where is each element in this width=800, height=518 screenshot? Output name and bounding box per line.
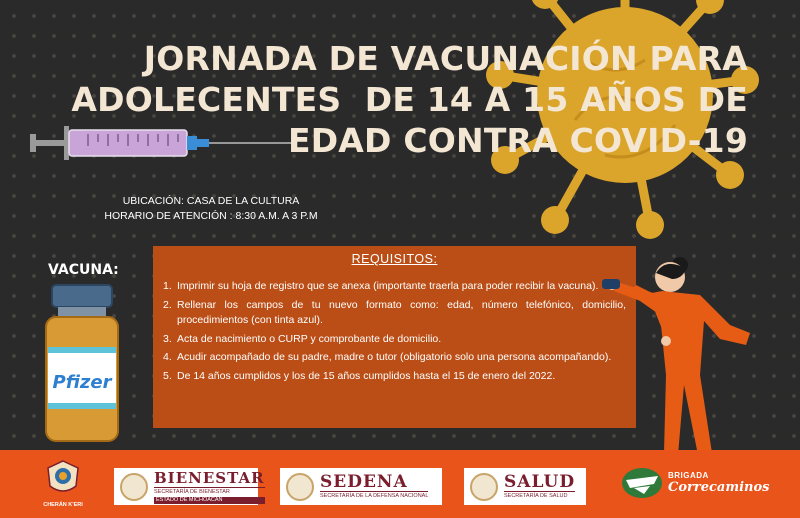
schedule-text: HORARIO DE ATENCIÓN : 8:30 A.M. A 3 P.M [104,210,318,222]
bienestar-logo [114,468,265,505]
bienestar-main: BIENESTAR [154,468,265,487]
list-item: 5. De 14 años cumplidos y los de 15 años cumplidos hasta el 15 de enero del 2022. [163,369,556,382]
requirements-list [163,279,626,384]
cheran-seal-icon [46,460,80,496]
sedena-sub: SECRETARÍA DE LA DEFENSA NACIONAL [320,492,429,499]
eagle-seal-icon [286,473,314,501]
cheran-logo [40,460,86,508]
brigada-emblem-icon [620,466,664,500]
title-line-3: EDAD CONTRA COVID-19 [287,121,748,160]
bienestar-sub2: ESTADO DE MICHOACÁN [154,497,265,504]
salud-logo [464,468,586,505]
health-worker-illustration [600,255,760,465]
sedena-main: SEDENA [320,471,408,492]
eagle-seal-icon [120,473,148,501]
page-title [48,38,748,161]
bienestar-sub: SECRETARÍA DE BIENESTAR [154,487,265,496]
requirements-panel [153,246,636,428]
title-line-2: ADOLECENTES DE 14 A 15 AÑOS DE [71,80,748,119]
salud-sub: SECRETARÍA DE SALUD [504,491,575,500]
list-item: 1. Imprimir su hoja de registro que se anexa (importante traerla para poder recibir la vacuna). [163,280,599,292]
footer-bar [0,450,800,518]
vaccine-vial-icon [42,283,122,443]
brigada-bottom: Correcaminos [668,480,770,495]
eagle-seal-icon [470,473,498,501]
salud-main: SALUD [504,471,576,492]
brigada-logo [620,466,769,500]
vaccine-label: VACUNA: [48,262,119,278]
list-item: 3. Acta de nacimiento o CURP y comprobante de domicilio. [163,332,442,345]
list-item: 4. Acudir acompañado de su padre, madre o tutor (obligatorio solo una persona acompañando). [163,351,612,363]
cheran-text: CHERÁN K'ERI [43,502,83,508]
vaccine-brand: Pfizer [52,372,112,393]
list-item: 2. Rellenar los campos de tu nuevo formato como: edad, número telefónico, domicilio, procedimientos (con tinta azul). [163,298,626,326]
title-line-1: JORNADA DE VACUNACIÓN PARA [143,39,748,78]
sedena-logo [280,468,442,505]
event-info [96,194,326,224]
requirements-title: REQUISITOS: [351,252,438,266]
location-text: UBICACIÓN: CASA DE LA CULTURA [122,195,300,207]
brigada-top: BRIGADA [668,471,709,480]
